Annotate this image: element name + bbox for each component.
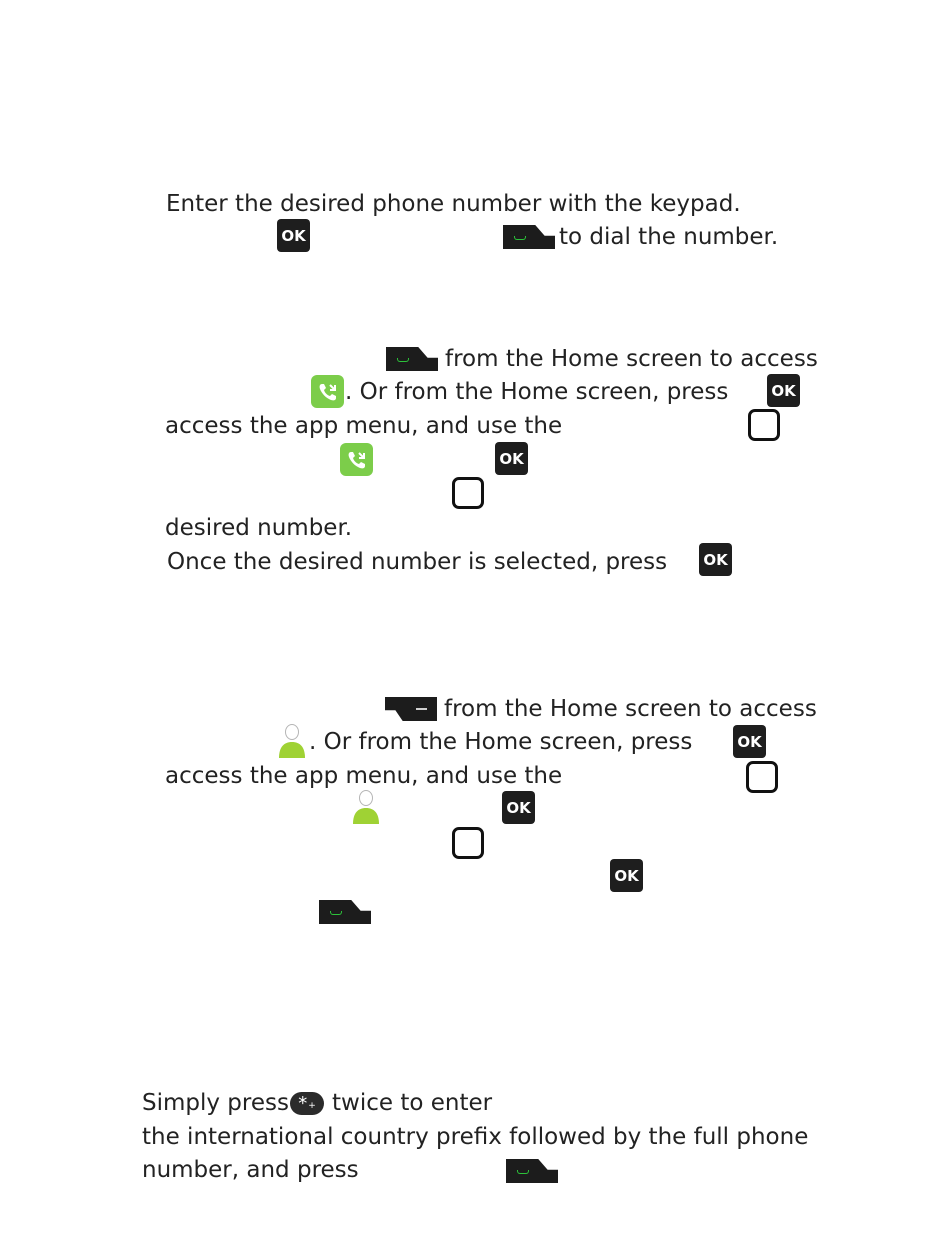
star-key-icon [290, 1092, 324, 1115]
call-key-icon [386, 347, 438, 371]
call-key-icon [503, 225, 555, 249]
call-log-menu-text: access the app menu, and use the [165, 413, 563, 439]
call-log-selected-text: Once the desired number is selected, press [167, 549, 668, 575]
ok-key-icon: OK [610, 859, 643, 892]
dial-instruction-text: Enter the desired phone number with the keypad. [166, 191, 741, 217]
international-twice-text: twice to enter [332, 1090, 493, 1116]
ok-key-icon: OK [277, 219, 310, 252]
star-key-plus-label: + [308, 1101, 316, 1111]
contacts-alt-text: . Or from the Home screen, press [309, 729, 693, 755]
contacts-access-text: from the Home screen to access [444, 696, 817, 722]
contacts-menu-text: access the app menu, and use the [165, 763, 563, 789]
international-press-text: Simply press [142, 1090, 289, 1116]
dial-number-text: to dial the number. [559, 224, 779, 250]
nav-key-icon [452, 827, 484, 859]
call-log-app-icon [340, 443, 373, 476]
ok-key-icon: OK [502, 791, 535, 824]
nav-key-icon [748, 409, 780, 441]
contacts-app-icon [278, 723, 306, 759]
international-prefix-text: the international country prefix followed by the full phone [142, 1124, 809, 1150]
star-key-label: * [298, 1092, 308, 1114]
contacts-app-icon [352, 789, 380, 825]
international-press-call-text: number, and press [142, 1157, 359, 1183]
call-key-icon [319, 900, 371, 924]
ok-key-icon: OK [733, 725, 766, 758]
ok-key-icon: OK [767, 374, 800, 407]
call-log-alt-text: . Or from the Home screen, press [345, 379, 729, 405]
call-log-desired-text: desired number. [165, 515, 353, 541]
ok-key-icon: OK [495, 442, 528, 475]
nav-key-icon [452, 477, 484, 509]
call-key-icon [506, 1159, 558, 1183]
ok-key-icon: OK [699, 543, 732, 576]
call-log-access-text: from the Home screen to access [445, 346, 818, 372]
call-log-app-icon [311, 375, 344, 408]
end-key-icon [385, 697, 437, 721]
nav-key-icon [746, 761, 778, 793]
